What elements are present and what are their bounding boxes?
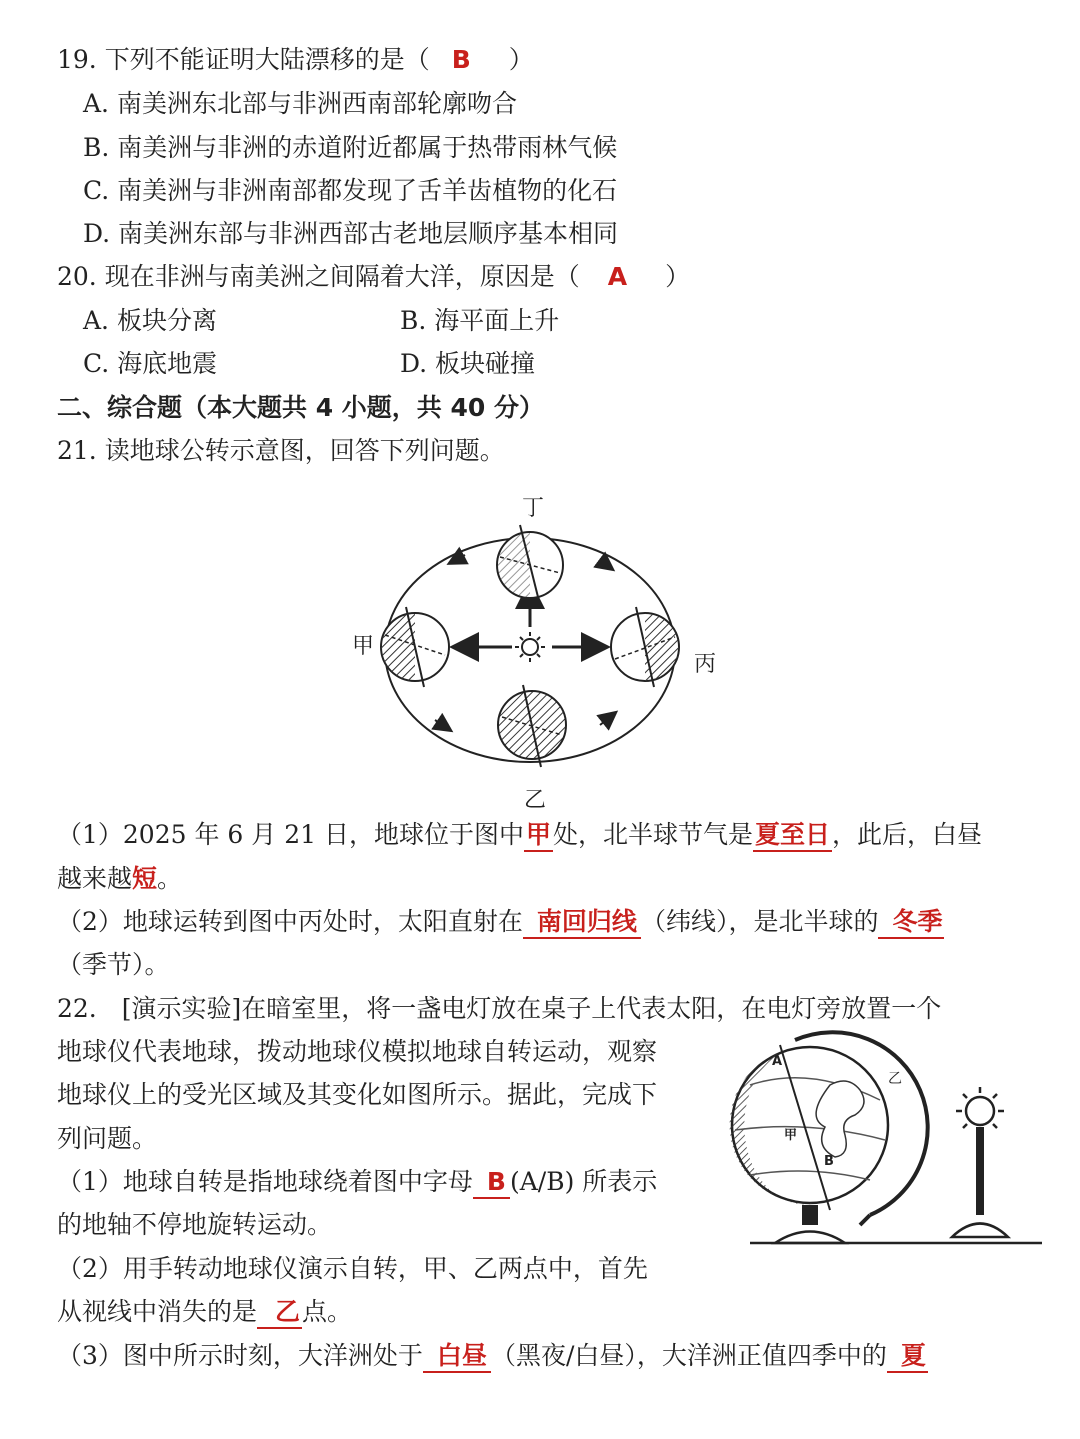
q19-option-b: B. 南美洲与非洲的赤道附近都属于热带雨林气候: [83, 133, 618, 162]
q20-close: ）: [665, 262, 691, 291]
q21-p1-answer-3: 短: [132, 864, 158, 893]
q21-p2-answer-2: 冬季: [878, 907, 944, 939]
q21-p1-answer-1: 甲: [524, 820, 553, 852]
q19-answer: B: [451, 45, 471, 74]
q21-stem: 21. 读地球公转示意图，回答下列问题。: [57, 436, 505, 465]
q21-p1-text-d: 越来越: [57, 864, 133, 893]
q22-p3-answer-1: 白昼: [423, 1341, 491, 1373]
q22-stem-line1: 22. [演示实验]在暗室里，将一盏电灯放在桌子上代表太阳，在电灯旁放置一个: [57, 994, 942, 1023]
q19-stem-text: 19. 下列不能证明大陆漂移的是（: [57, 45, 430, 74]
q22-p2-text-b: 从视线中消失的是: [57, 1297, 258, 1326]
q22-p1-text-b: (A/B) 所表示: [509, 1167, 658, 1196]
q22-p3-answer-2: 夏: [887, 1341, 928, 1373]
globe-label-a: A: [772, 1054, 783, 1069]
globe-label-b: B: [824, 1154, 834, 1169]
q22-part2-line1: （2）用手转动地球仪演示自转，甲、乙两点中，首先: [57, 1254, 648, 1283]
q22-stem-line4: 列问题。: [57, 1124, 158, 1153]
q21-p1-text-b: 处，北半球节气是: [553, 820, 754, 849]
q21-p1-text-c: ，此后，白昼: [832, 820, 983, 849]
q21-p1-answer-2: 夏至日: [753, 820, 832, 852]
q19-close: ）: [508, 45, 534, 74]
q20-stem-text: 20. 现在非洲与南美洲之间隔着大洋，原因是（: [57, 262, 580, 291]
q20-option-c: C. 海底地震: [83, 349, 218, 378]
q19-option-c: C. 南美洲与非洲南部都发现了舌羊齿植物的化石: [83, 176, 618, 205]
q19-stem: [57, 42, 534, 78]
q20-answer: A: [607, 262, 628, 291]
earth-position-yi: [498, 685, 566, 767]
q22-p3-text-a: （3）图中所示时刻，大洋洲处于: [57, 1341, 423, 1370]
q21-p1-text-a: （1）2025 年 6 月 21 日，地球位于图中: [57, 820, 524, 849]
label-yi: 乙: [524, 788, 547, 813]
q21-part2-line2: （季节）。: [57, 950, 170, 979]
q21-part1-line2: [57, 861, 182, 897]
q22-p3-text-b: （黑夜/白昼），大洋洲正值四季中的: [490, 1341, 887, 1370]
q20-option-d: D. 板块碰撞: [400, 349, 536, 378]
q21-part1-line1: [57, 817, 982, 853]
q22-stem-line2: 地球仪代表地球，拨动地球仪模拟地球自转运动，观察: [57, 1037, 658, 1066]
earth-revolution-diagram: [340, 485, 740, 820]
q21-p2-text-a: （2）地球运转到图中丙处时，太阳直射在: [57, 907, 523, 936]
lamp-sun-icon: [952, 1087, 1008, 1237]
globe-lamp-diagram: [720, 1025, 1050, 1250]
q21-p1-text-e: 。: [157, 864, 183, 893]
q22-stem-line3: 地球仪上的受光区域及其变化如图所示。据此，完成下: [57, 1080, 658, 1109]
q21-p2-answer-1: 南回归线: [523, 907, 641, 939]
q22-part1-line2: 的地轴不停地旋转运动。: [57, 1210, 333, 1239]
q21-part2-line1: [57, 904, 944, 940]
q22-p1-answer: B: [473, 1167, 510, 1199]
sun-icon: [515, 632, 545, 662]
q22-p2-answer: 乙: [257, 1297, 302, 1329]
label-bing: 丙: [694, 652, 717, 677]
label-ding: 丁: [522, 496, 545, 521]
q22-part1-line1: [57, 1164, 657, 1200]
label-jia: 甲: [352, 634, 375, 659]
globe: [730, 1045, 888, 1210]
q20-option-b: B. 海平面上升: [400, 306, 560, 335]
q22-p1-text-a: （1）地球自转是指地球绕着图中字母: [57, 1167, 473, 1196]
q20-option-a: A. 板块分离: [83, 306, 217, 335]
earth-position-ding: [497, 525, 563, 605]
globe-label-yi: 乙: [888, 1071, 902, 1087]
q19-option-a: A. 南美洲东北部与非洲西南部轮廓吻合: [83, 89, 517, 118]
q22-part2-line2: [57, 1294, 352, 1330]
section2-heading: 二、综合题（本大题共 4 小题，共 40 分）: [57, 393, 545, 422]
q20-stem: [57, 259, 690, 295]
q21-p2-text-b: （纬线），是北半球的: [640, 907, 879, 936]
q22-p2-text-c: 点。: [302, 1297, 353, 1326]
globe-label-jia: 甲: [784, 1128, 798, 1143]
q19-option-d: D. 南美洲东部与非洲西部古老地层顺序基本相同: [83, 219, 619, 248]
q22-part3-line1: [57, 1338, 928, 1374]
